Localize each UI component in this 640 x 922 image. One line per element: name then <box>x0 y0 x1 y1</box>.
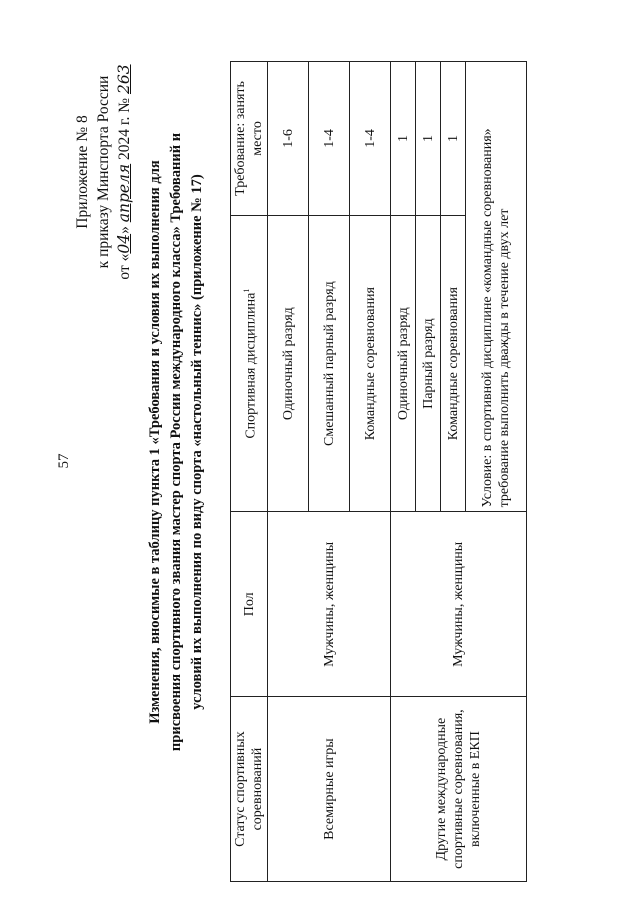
group1-gender: Мужчины, женщины <box>268 512 391 697</box>
order-month: апреля <box>115 163 133 223</box>
table-header-row <box>231 62 268 882</box>
header-requirement: Требование: занять место <box>231 62 268 216</box>
appendix-order-date <box>114 22 135 322</box>
group2-status: Другие международные спортивные соревнования, включенные в ЕКП <box>391 697 527 882</box>
group2-requirement: 1 <box>391 62 416 216</box>
header-discipline-label: Спортивная дисциплина <box>243 292 259 439</box>
group1-requirement: 1-4 <box>350 62 391 216</box>
group1-discipline: Командные соревнования <box>350 215 391 512</box>
group1-requirement: 1-4 <box>309 62 350 216</box>
group1-discipline: Одиночный разряд <box>268 215 309 512</box>
header-footnote: 1 <box>242 288 252 293</box>
document-title: Изменения, вносимые в таблицу пункта 1 «Требования и условия их выполнения для присвоения спортивного звания мастер спорта России международного класса» Требований и условий их выполнения по виду спорта «настольный теннис» (приложение № 17) <box>147 132 205 752</box>
header-status: Статус спортивных соревнований <box>231 697 268 882</box>
order-day: 04 <box>115 233 133 254</box>
group2-discipline: Парный разряд <box>416 215 441 512</box>
order-prefix: от « <box>116 253 133 280</box>
group2-gender: Мужчины, женщины <box>391 512 527 697</box>
order-number: 263 <box>115 64 133 95</box>
order-mid: » <box>116 226 133 234</box>
table-row <box>391 62 416 882</box>
header-discipline <box>231 215 268 512</box>
page-number: 57 <box>56 453 72 469</box>
group2-requirement: 1 <box>441 62 466 216</box>
group2-requirement: 1 <box>416 62 441 216</box>
group1-discipline: Смешанный парный разряд <box>309 215 350 512</box>
group1-status: Всемирные игры <box>268 697 391 882</box>
header-gender: Пол <box>231 512 268 697</box>
group2-discipline: Одиночный разряд <box>391 215 416 512</box>
group1-requirement: 1-6 <box>268 62 309 216</box>
group2-condition: Условие: в спортивной дисциплине «командные соревнования» требование выполнить дважды в течение двух лет <box>466 62 527 512</box>
requirements-table <box>230 61 527 882</box>
appendix-title: Приложение № 8 <box>74 115 91 229</box>
order-year: 2024 г. № <box>116 97 133 160</box>
appendix-header <box>72 22 135 322</box>
appendix-order-line: к приказу Минспорта России <box>95 75 112 269</box>
group2-discipline: Командные соревнования <box>441 215 466 512</box>
table-row <box>268 62 309 882</box>
